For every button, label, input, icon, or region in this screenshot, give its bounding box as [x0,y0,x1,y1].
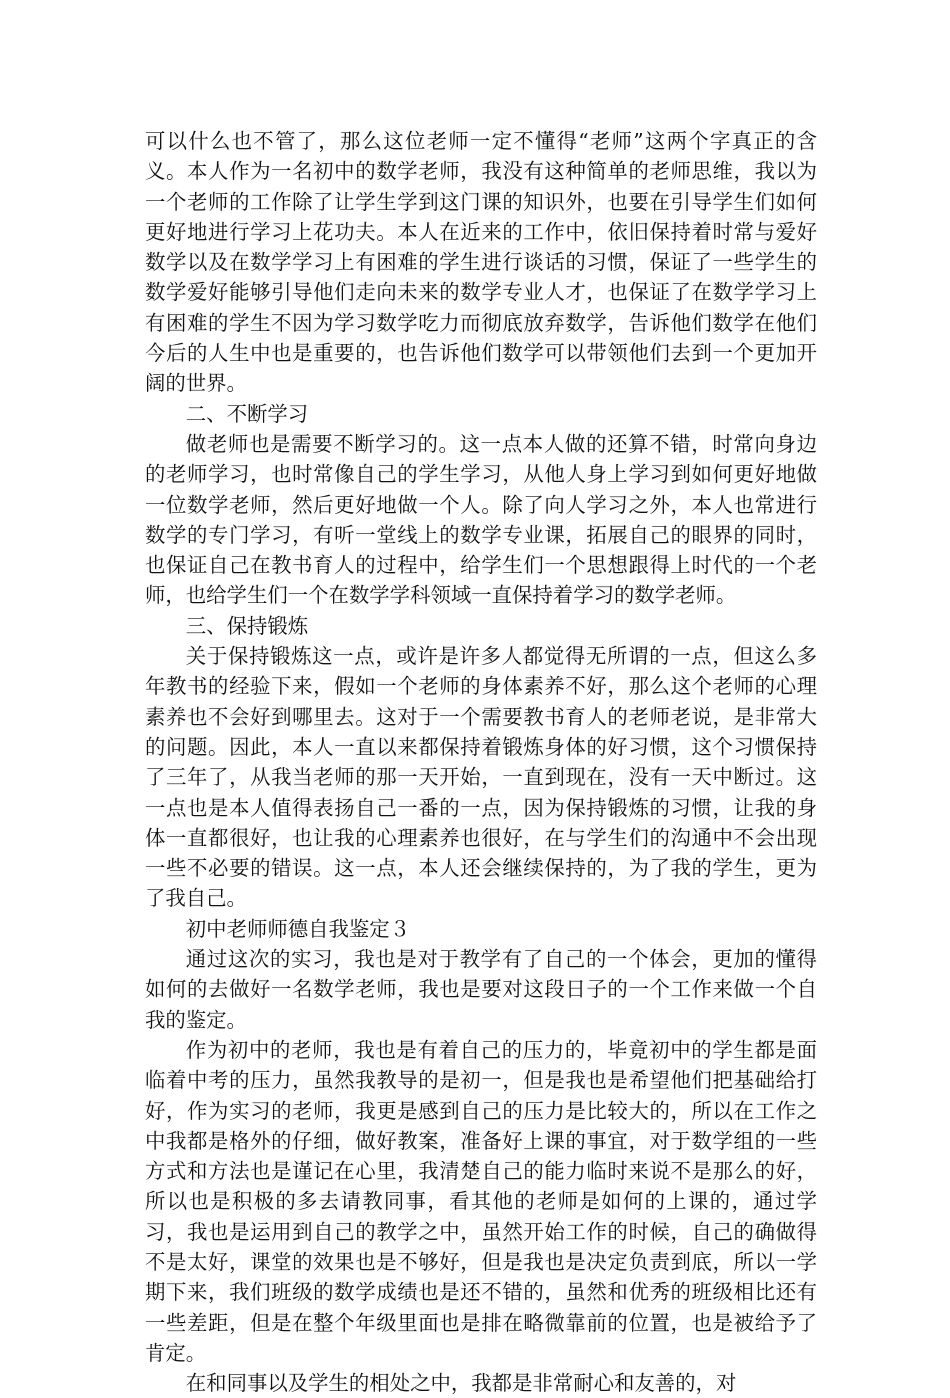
document-body [145,126,817,1398]
paragraph-intro-continued: 可以什么也不管了，那么这位老师一定不懂得“老师”这两个字真正的含义。本人作为一名初中的数学老师，我没有这种简单的老师思维，我以为一个老师的工作除了让学生学到这门课的知识外，也要在引导学生们如何更好地进行学习上花功夫。本人在近来的工作中，依旧保持着时常与爱好数学以及在数学学习上有困难的学生进行谈话的习惯，保证了一些学生的数学爱好能够引导他们走向未来的数学专业人才，也保证了在数学学习上有困难的学生不因为学习数学吃力而彻底放弃数学，告诉他们数学在他们今后的人生中也是重要的，也告诉他们数学可以带领他们去到一个更加开阔的世界。 [145,129,817,396]
paragraph-keep-exercising: 关于保持锻炼这一点，或许是许多人都觉得无所谓的一点，但这么多年教书的经验下来，假如一个老师的身体素养不好，那么这个老师的心理素养也不会好到哪里去。这对于一个需要教书育人的老师老说，是非常大的问题。因此，本人一直以来都保持着锻炼身体的好习惯，这个习惯保持了三年了，从我当老师的那一天开始，一直到现在，没有一天中断过。这一点也是本人值得表扬自己一番的一点，因为保持锻炼的习惯，让我的身体一直都很好，也让我的心理素养也很好，在与学生们的沟通中不会出现一些不必要的错误。这一点，本人还会继续保持的，为了我的学生，更为了我自己。 [145,644,817,911]
paragraph-colleagues-students: 在和同事以及学生的相处之中，我都是非常耐心和友善的，对 [185,1371,737,1396]
paragraph-continuous-learning: 做老师也是需要不断学习的。这一点本人做的还算不错，时常向身边的老师学习，也时常像自己的学生学习，从他人身上学习到如何更好地做一位数学老师，然后更好地做一个人。除了向人学习之外，本人也常进行数学的专门学习，有听一堂线上的数学专业课，拓展自己的眼界的同时，也保证自己在教书育人的过程中，给学生们一个思想跟得上时代的一个老师，也给学生们一个在数学学科领域一直保持着学习的数学老师。 [145,431,817,608]
section-heading-self-assessment-3: 初中老师师德自我鉴定３ [185,916,411,941]
section-heading-keep-exercising: 三、保持锻炼 [185,613,309,638]
paragraph-teaching-pressure: 作为初中的老师，我也是有着自己的压力的，毕竟初中的学生都是面临着中考的压力，虽然我教导的是初一，但是我也是希望他们把基础给打好，作为实习的老师，我更是感到自己的压力是比较大的，所以在工作之中我都是格外的仔细，做好教案，准备好上课的事宜，对于数学组的一些方式和方法也是谨记在心里，我清楚自己的能力临时来说不是那么的好，所以也是积极的多去请教同事，看其他的老师是如何的上课的，通过学习，我也是运用到自己的教学之中，虽然开始工作的时候，自己的确做得不是太好，课堂的效果也是不够好，但是我也是决定负责到底，所以一学期下来，我们班级的数学成绩也是还不错的，虽然和优秀的班级相比还有一些差距，但是在整个年级里面也是排在略微靠前的位置，也是被给予了肯定。 [145,1037,817,1365]
section-heading-continuous-learning: 二、不断学习 [185,401,309,426]
paragraph-internship-summary: 通过这次的实习，我也是对于教学有了自己的一个体会，更加的懂得如何的去做好一名数学老师，我也是要对这段日子的一个工作来做一个自我的鉴定。 [145,947,817,1032]
